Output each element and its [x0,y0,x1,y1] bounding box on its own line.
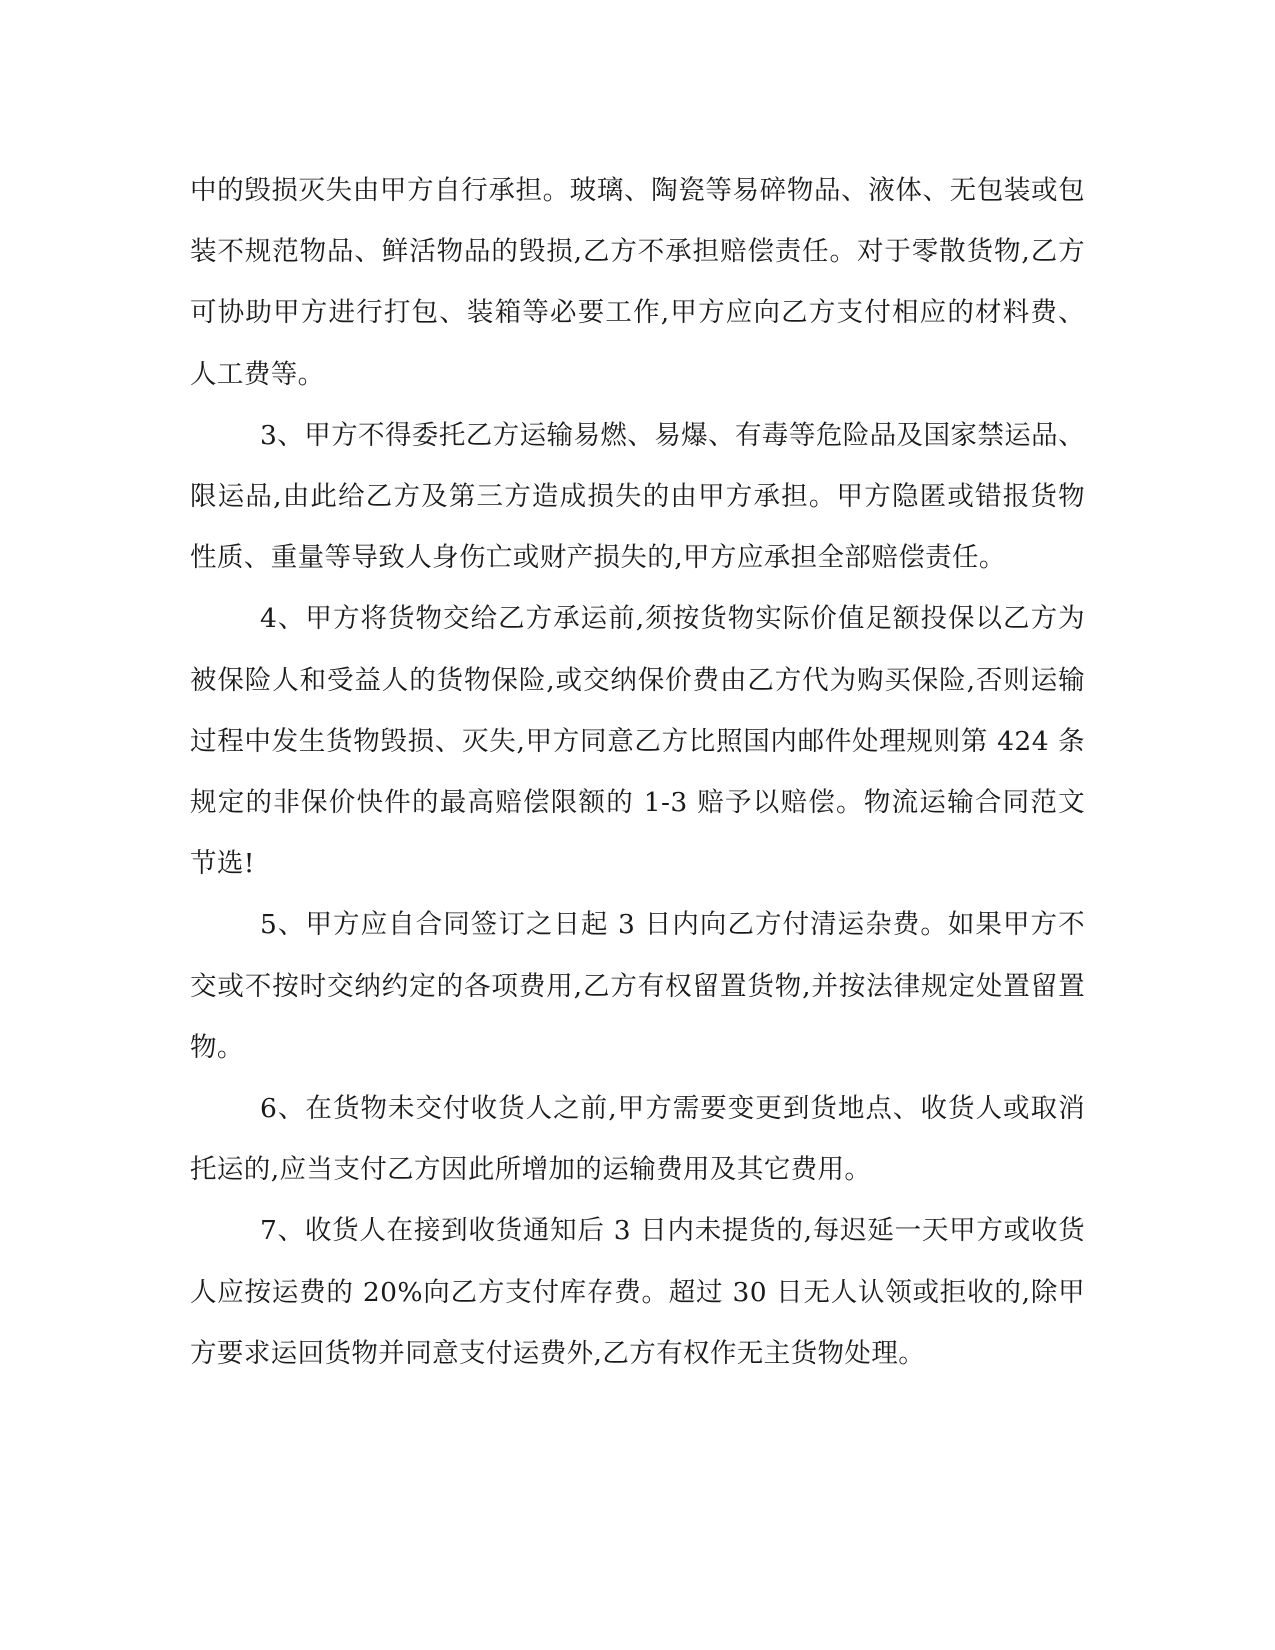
paragraph-clause-4: 4、甲方将货物交给乙方承运前,须按货物实际价值足额投保以乙方为被保险人和受益人的货物保险,或交纳保价费由乙方代为购买保险,否则运输过程中发生货物毁损、灭失,甲方同意乙方比照国内邮件处理规则第 424 条规定的非保价快件的最高赔偿限额的 1-3 赔予以赔偿。物流运输合同范文节选! [190,603,1085,880]
document-body [190,160,1085,1384]
paragraph-clause-5: 5、甲方应自合同签订之日起 3 日内向乙方付清运杂费。如果甲方不交或不按时交纳约定的各项费用,乙方有权留置货物,并按法律规定处置留置物。 [190,909,1085,1063]
paragraph-clause-6: 6、在货物未交付收货人之前,甲方需要变更到货地点、收货人或取消托运的,应当支付乙方因此所增加的运输费用及其它费用。 [190,1093,1085,1186]
paragraph-clause-7: 7、收货人在接到收货通知后 3 日内未提货的,每迟延一天甲方或收货人应按运费的 20%向乙方支付库存费。超过 30 日无人认领或拒收的,除甲方要求运回货物并同意支付运费外,乙方有权作无主货物处理。 [190,1215,1085,1369]
paragraph-clause-3: 3、甲方不得委托乙方运输易燃、易爆、有毒等危险品及国家禁运品、限运品,由此给乙方及第三方造成损失的由甲方承担。甲方隐匿或错报货物性质、重量等导致人身伤亡或财产损失的,甲方应承担全部赔偿责任。 [190,419,1085,574]
paragraph-continued: 中的毁损灭失由甲方自行承担。玻璃、陶瓷等易碎物品、液体、无包装或包装不规范物品、鲜活物品的毁损,乙方不承担赔偿责任。对于零散货物,乙方可协助甲方进行打包、装箱等必要工作,甲方应向乙方支付相应的材料费、人工费等。 [190,175,1085,390]
